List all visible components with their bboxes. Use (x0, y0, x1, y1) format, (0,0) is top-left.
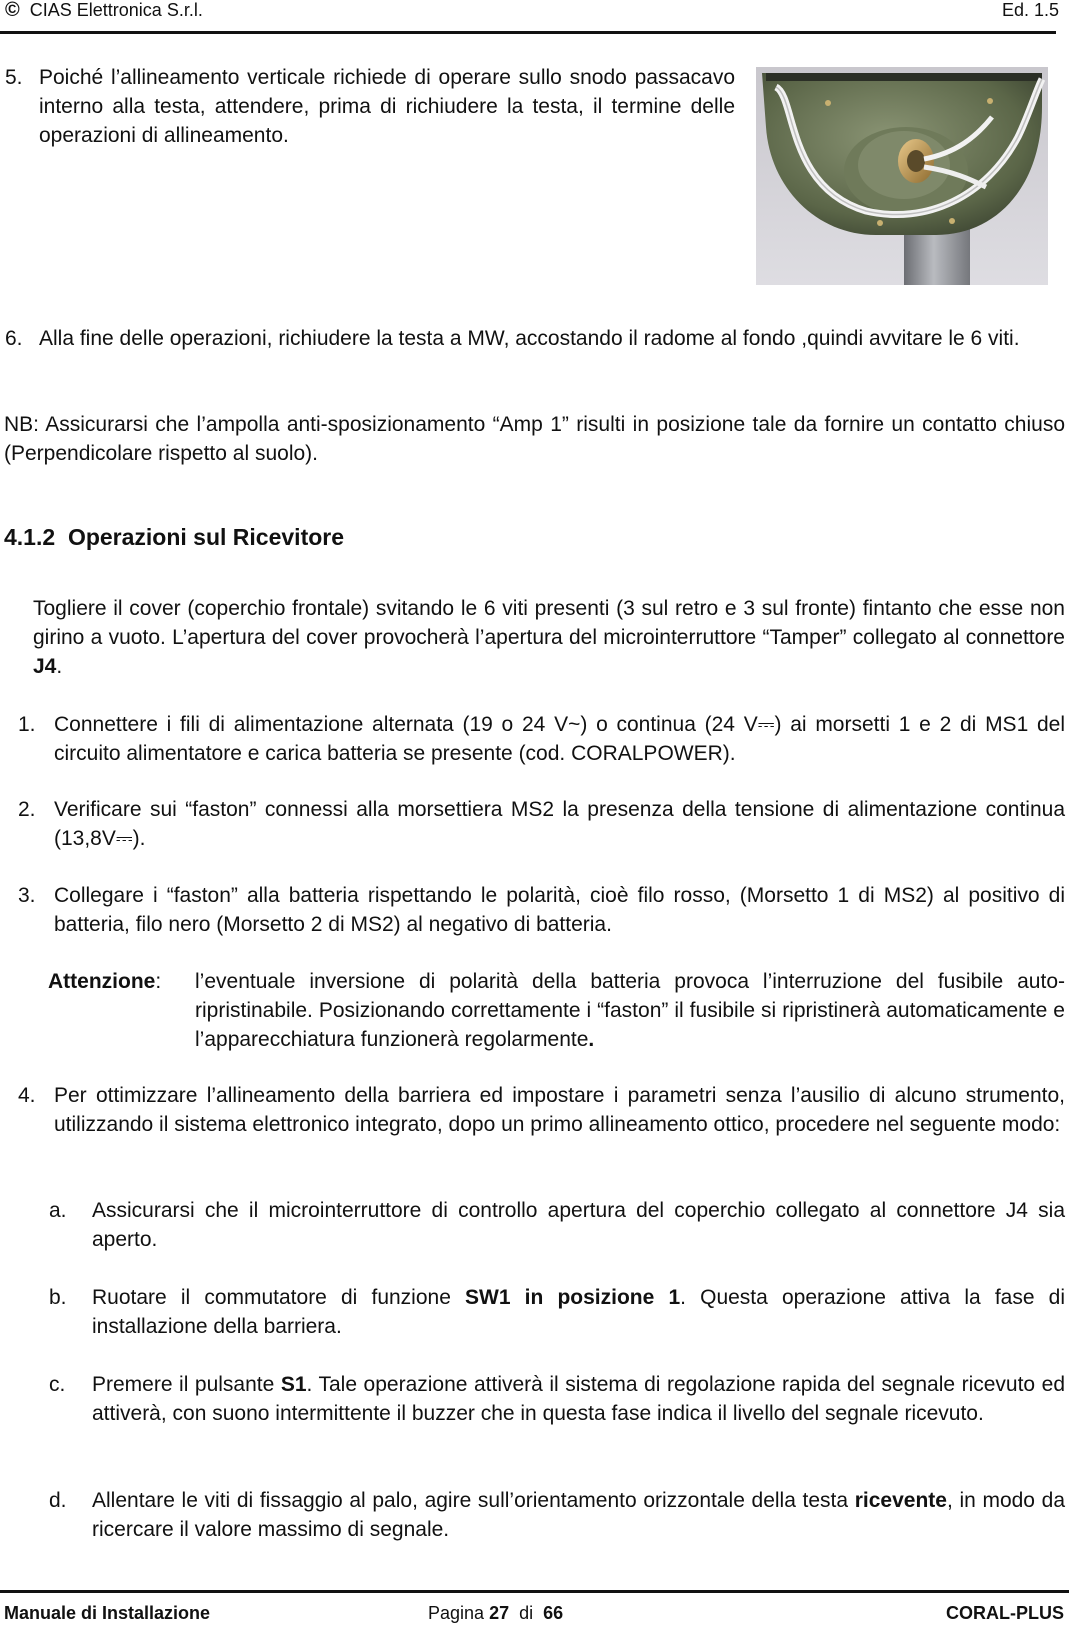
step-5-number: 5. (5, 66, 23, 89)
subitem-c-text (92, 1370, 1065, 1428)
attention-body: l’eventuale inversione di polarità della batteria provoca l’interruzione del fusibile auto-ripristinabile. Posizionando correttamente i “faston” il fusibile si ripristinerà automaticamente e l’apparecchiatura funzionerà regolarmente (195, 970, 1065, 1051)
subitem-b-text-b: . Questa operazione attiva la fase di installazione della barriera. (92, 1286, 1065, 1338)
header-company (5, 0, 203, 20)
section-number: 4.1.2 (4, 524, 56, 550)
subitem-b-text-a: Ruotare il commutatore di funzione (92, 1286, 466, 1309)
subitem-c-text-b: . Tale operazione attiverà il sistema di regolazione rapida del segnale ricevuto ed attiverà, con suono intermittente il buzzer che in questa fase indica il livello del segnale ricevuto. (92, 1373, 1065, 1425)
intro-paragraph (33, 594, 1065, 681)
item-2-text (54, 795, 1065, 853)
footer-manual-title: Manuale di Installazione (4, 1603, 211, 1623)
item-4-number: 4. (18, 1084, 36, 1107)
intro-end: . (56, 655, 63, 678)
copyright-icon: © (5, 0, 20, 21)
dc-symbol-icon: ⎓ (757, 713, 775, 736)
subitem-d-letter: d. (49, 1489, 67, 1512)
subitem-c-bold: S1 (280, 1373, 307, 1396)
subitem-c-letter: c. (49, 1373, 66, 1396)
attention-end: . (588, 1028, 595, 1051)
section-title: Operazioni sul Ricevitore (67, 524, 345, 550)
step-6-number: 6. (5, 327, 23, 350)
company-name: CIAS Elettronica S.r.l. (29, 0, 203, 20)
step-6-text: Alla fine delle operazioni, richiudere la testa a MW, accostando il radome al fondo ,quindi avvitare le 6 viti. (39, 327, 1020, 350)
intro-text: Togliere il cover (coperchio frontale) svitando le 6 viti presenti (3 sul retro e 3 sul fronte) fintanto che esse non girino a vuoto. L’apertura del cover provocherà l’apertura del microinterruttore “Tamper” collegato al connettore (33, 597, 1065, 649)
dc-symbol-icon: ⎓ (115, 827, 133, 850)
total-pages: 66 (543, 1603, 564, 1623)
attention-colon: : (155, 970, 162, 993)
item-2-text-b: ). (132, 827, 146, 850)
page-label: Pagina (428, 1603, 485, 1623)
item-2-text-a: Verificare sui “faston” connessi alla morsettiera MS2 la presenza della tensione di alimentazione continua (13,8V (54, 798, 1065, 850)
edition-label: Ed. 1.5 (1001, 0, 1059, 20)
nb-note: NB: Assicurarsi che l’ampolla anti-sposizionamento “Amp 1” risulti in posizione tale da fornire un contatto chiuso (Perpendicolare rispetto al suolo). (4, 413, 1065, 465)
subitem-b-bold: SW1 in posizione 1 (465, 1286, 681, 1309)
receiver-head-illustration (756, 67, 1048, 285)
of-label: di (519, 1603, 534, 1623)
item-1-number: 1. (18, 713, 36, 736)
item-1-text-b: ) ai morsetti 1 e 2 di MS1 del circuito alimentatore e carica batteria se presente (cod. CORALPOWER). (54, 713, 1066, 765)
footer-product: CORAL-PLUS (946, 1603, 1064, 1623)
subitem-d-text-a: Allentare le viti di fissaggio al palo, agire sull’orientamento orizzontale della testa (92, 1489, 855, 1512)
subitem-b-letter: b. (49, 1286, 67, 1309)
subitem-a-letter: a. (49, 1199, 67, 1222)
item-3-text: Collegare i “faston” alla batteria rispettando le polarità, cioè filo rosso, (Morsetto 1 di MS2) al positivo di batteria, filo nero (Morsetto 2 di MS2) al negativo di batteria. (54, 884, 1065, 936)
footer-divider (0, 1590, 1069, 1593)
subitem-d-bold: ricevente (854, 1489, 947, 1512)
receiver-head-photo (756, 67, 1048, 285)
subitem-a-text: Assicurarsi che il microinterruttore di controllo apertura del coperchio collegato al connettore J4 sia aperto. (92, 1199, 1065, 1251)
subitem-d-text (92, 1486, 1065, 1544)
subitem-c-text-a: Premere il pulsante (92, 1373, 281, 1396)
item-2-number: 2. (18, 798, 36, 821)
header-divider (0, 31, 1056, 34)
attention-text (195, 967, 1065, 1054)
item-1-text (54, 710, 1065, 768)
section-heading (4, 522, 344, 552)
item-3-number: 3. (18, 884, 36, 907)
subitem-d-text-b: , in modo da ricercare il valore massimo di segnale. (92, 1489, 1065, 1541)
attention-label (48, 967, 161, 996)
item-1-text-a: Connettere i fili di alimentazione alternata (19 o 24 V~) o continua (24 V (54, 713, 758, 736)
item-4-text: Per ottimizzare l’allineamento della barriera ed impostare i parametri senza l’ausilio di alcuno strumento, utilizzando il sistema elettronico integrato, dopo un primo allineamento ottico, procedere nel seguente modo: (54, 1084, 1065, 1136)
step-5-text: Poiché l’allineamento verticale richiede di operare sullo snodo passacavo interno alla testa, attendere, prima di richiudere la testa, il termine delle operazioni di allineamento. (39, 66, 735, 147)
current-page: 27 (489, 1603, 510, 1623)
footer-page-number (428, 1602, 563, 1624)
intro-connector: J4 (33, 655, 57, 678)
subitem-b-text (92, 1283, 1065, 1341)
attention-label-text: Attenzione (48, 970, 156, 993)
